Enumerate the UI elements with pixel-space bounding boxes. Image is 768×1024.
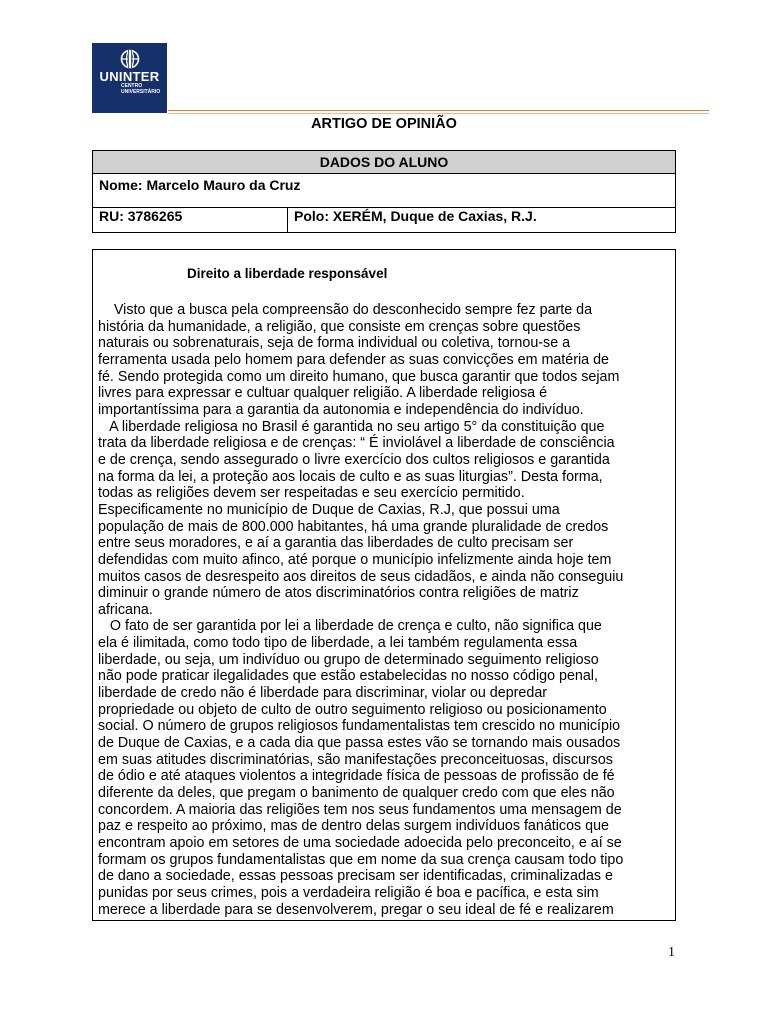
essay-line: entre seus moradores, e aí a garantia das liberdades de culto precisam ser: [98, 535, 574, 552]
student-table-header-row: [93, 151, 676, 174]
essay-line: liberdade, ou seja, um indivíduo ou grupo de determinado seguimento religioso: [98, 651, 599, 668]
logo-brand-text: UNINTER: [99, 69, 160, 84]
essay-line: não pode praticar ilegalidades que estão estabelecidas no nosso código penal,: [98, 668, 598, 685]
essay-line: na forma da lei, a proteção aos locais de culto e as suas liturgias”. Desta forma,: [98, 468, 603, 485]
essay-line: fé. Sendo protegida como um direito humano, que busca garantir que todos sejam: [98, 368, 620, 385]
page-title: ARTIGO DE OPINIÃO: [311, 116, 457, 132]
logo-sub-line1: CENTRO: [121, 83, 143, 89]
essay-line: todas as religiões devem ser respeitadas e seu exercício permitido.: [98, 485, 525, 502]
student-name: Nome: Marcelo Mauro da Cruz: [93, 174, 676, 208]
student-name-row: [93, 174, 676, 208]
globe-emblem-icon: [117, 49, 143, 69]
student-section-title: DADOS DO ALUNO: [93, 151, 676, 174]
essay-line: de ódio e até ataques violentos a integridade física de pessoas de profissão de fé: [98, 768, 615, 785]
uninter-logo: [92, 43, 167, 113]
essay-line: de Duque de Caxias, e a cada dia que passa estes vão se tornando mais ousados: [98, 735, 621, 752]
essay-body: [98, 302, 672, 918]
essay-line: trata da liberdade religiosa e de crenças: “ É inviolável a liberdade de consciência: [98, 435, 615, 452]
essay-line: ela é ilimitada, como todo tipo de liberdade, a lei também regulamenta essa: [98, 635, 578, 652]
student-ru: RU: 3786265: [93, 208, 288, 233]
essay-line: Visto que a busca pela compreensão do desconhecido sempre fez parte da: [98, 302, 593, 318]
essay-line: paz e respeito ao próximo, mas de dentro delas surgem indivíduos fanáticos que: [98, 818, 610, 835]
essay-line: naturais ou sobrenaturais, seja de forma individual ou coletiva, tornou-se a: [98, 335, 571, 352]
essay-line: social. O número de grupos religiosos fundamentalistas tem crescido no município: [98, 718, 621, 735]
essay-title: Direito a liberdade responsável: [187, 266, 388, 281]
essay-line: ferramenta usada pelo homem para defender as suas convicções em matéria de: [98, 351, 609, 368]
essay-line: história da humanidade, a religião, que consiste em crenças sobre questões: [98, 318, 581, 335]
header-divider: [168, 110, 709, 111]
essay-line: formam os grupos fundamentalistas que em nome da sua crença causam todo tipo: [98, 851, 624, 868]
header-divider-accent: [168, 113, 709, 114]
essay-line: A liberdade religiosa no Brasil é garantida no seu artigo 5° da constituição que: [98, 418, 605, 435]
student-ru-row: [93, 208, 676, 233]
essay-line: diferente da deles, que pregam o banimento de qualquer credo com que eles não: [98, 785, 615, 802]
essay-line: punidas por seus crimes, pois a verdadeira religião é boa e pacífica, e esta sim: [98, 884, 599, 901]
logo-sub-line2: UNIVERSITÁRIO: [121, 88, 161, 95]
essay-line: em suas atitudes discriminatórias, são manifestações preconceituosas, discursos: [98, 751, 613, 768]
essay-line: muitos casos de desrespeito aos direitos de seus cidadãos, e ainda não conseguiu: [98, 568, 624, 585]
essay-line: propriedade ou objeto de culto de outro seguimento religioso ou posicionamento: [98, 701, 607, 718]
essay-line: Especificamente no município de Duque de Caxias, R.J, que possui uma: [98, 501, 560, 518]
essay-line: merece a liberdade para se desenvolverem, pregar o seu ideal de fé e realizarem: [98, 901, 614, 918]
student-polo: Polo: XERÉM, Duque de Caxias, R.J.: [288, 208, 676, 233]
essay-line: encontram apoio em setores de uma sociedade adoecida pelo preconceito, e aí se: [98, 835, 622, 851]
essay-line: importantíssima para a garantia da autonomia e independência do indivíduo.: [98, 401, 584, 418]
essay-line: concordem. A maioria das religiões tem nos seus fundamentos uma mensagem de: [98, 801, 622, 818]
essay-line: diminuir o grande número de atos discriminatórios contra religiões de matriz: [98, 585, 579, 602]
student-data-table: [92, 150, 676, 233]
essay-line: e de crença, sendo assegurado o livre exercício dos cultos religiosos e garantida: [98, 451, 610, 468]
essay-line: africana.: [98, 601, 153, 618]
essay-line: de dano a sociedade, essas pessoas precisam ser identificadas, criminalizadas e: [98, 868, 613, 885]
page-number: 1: [668, 945, 675, 960]
essay-line: população de mais de 800.000 habitantes, há uma grande pluralidade de credos: [98, 518, 609, 535]
essay-line: defendidas com muito afinco, até porque o município infelizmente ainda hoje tem: [98, 551, 612, 568]
essay-line: liberdade de credo não é liberdade para discriminar, violar ou depredar: [98, 685, 548, 702]
essay-line: livres para expressar e cultuar qualquer religião. A liberdade religiosa é: [98, 385, 548, 402]
essay-box: [92, 249, 676, 921]
essay-line: O fato de ser garantida por lei a liberdade de crença e culto, não significa que: [98, 618, 602, 635]
